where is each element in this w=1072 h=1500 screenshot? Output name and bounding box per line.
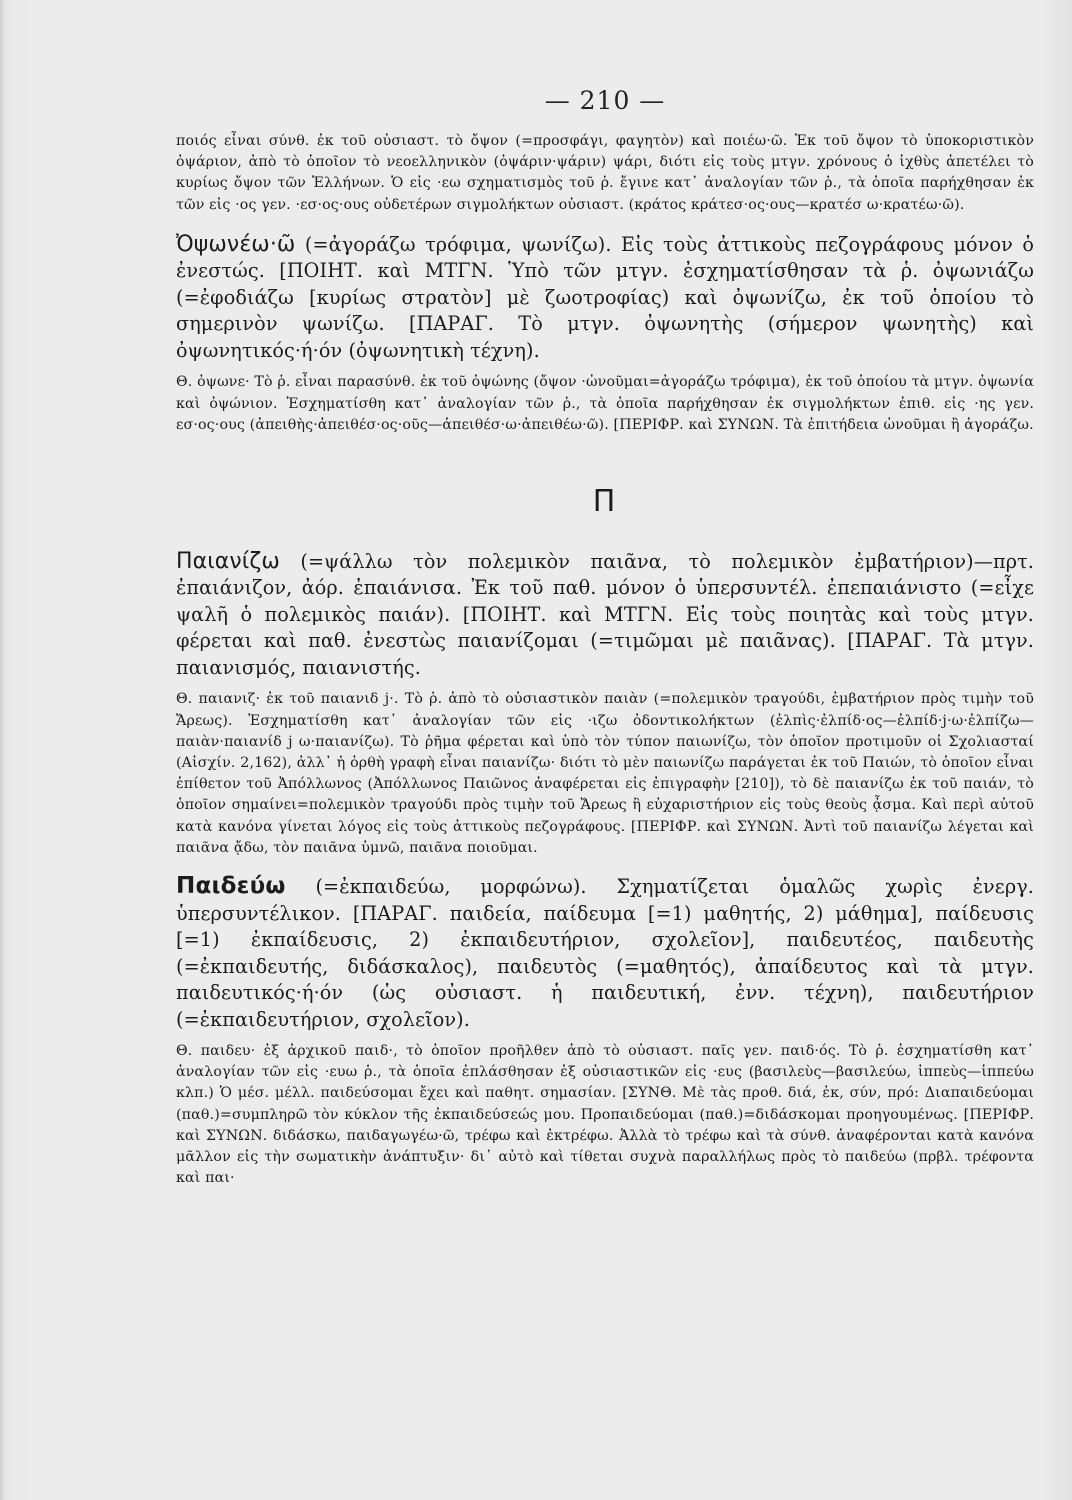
continuation-note: ποιός εἶναι σύνθ. ἐκ τοῦ οὐσιαστ. τὸ ὄψον (=προσφάγι, φαγητὸν) καὶ ποιέω·ῶ. Ἐκ τοῦ ὄψον τὸ ὑποκοριστικὸν ὀψάριον, ἀπὸ τὸ ὁποῖον τὸ νεοελληνικὸν (ὀψάριν·ψάριν) ψάρι, διότι εἰς τοὺς μτγν. χρόνους ὁ ἰχθὺς ἀπετέλει τὸ κυρίως ὄψον τῶν Ἑλλήνων. Ὁ εἰς ·εω σχηματισμὸς τοῦ ῥ. ἔγινε κατ᾽ ἀναλογίαν τῶν ῥ., τὰ ὁποῖα παρήχθησαν ἐκ τῶν εἰς ·ος γεν. ·εσ·ος·ους οὐδετέρων σιγμολήκτων οὐσιαστ. (κράτος κράτεσ·ος·ους—κρατέσ ω·κρατέω·ῶ). [176, 133, 1034, 213]
headword-opsoneo: Ὀψωνέω·ῶ [176, 231, 296, 257]
headword-paideuo: Παιδεύω [176, 873, 286, 900]
page-content [176, 86, 1034, 1189]
entry-paideuo-body: (=ἐκπαιδεύω, μορφώνω). Σχηματίζεται ὁμαλῶς χωρὶς ἐνεργ. ὑπερσυντέλικον. [ΠΑΡΑΓ. παιδεία, παίδευμα [=1) μαθητής, 2) μάθημα], παίδευσις [=1) ἐκπαίδευσις, 2) ἐκπαιδευτήριον, σχολεῖον], παιδευτέος, παιδευτὴς (=ἐκπαιδευτής, διδάσκαλος), παιδευτὸς (=μαθητός), ἀπαίδευτος καὶ τὰ μτγν. παιδευτικός·ή·όν (ὡς οὐσιαστ. ἡ παιδευτική, ἐνν. τέχνη), παιδευτήριον (=ἐκπαιδευτήριον, σχολεῖον). [176, 875, 1034, 1031]
entry-paideuo [176, 873, 1034, 1033]
entry-paianizo [176, 549, 1034, 682]
entry-opsoneo-note: Θ. ὀψωνε· Τὸ ῥ. εἶναι παρασύνθ. ἐκ τοῦ ὀψώνης (ὄψον ·ὠνοῦμαι=ἀγοράζω τρόφιμα), ἐκ τοῦ ὁποίου τὰ μτγν. ὀψωνία καὶ ὀψώνιον. Ἐσχηματίσθη κατ᾽ ἀναλογίαν τῶν ῥ., τὰ ὁποῖα παρήχθησαν ἐκ σιγμολήκτων ἐπιθ. εἰς ·ης γεν. εσ·ος·ους (ἀπειθὴς·ἀπειθέσ·ος·οῦς—ἀπειθέσ·ω·ἀπειθέω·ῶ). [ΠΕΡΙΦΡ. καὶ ΣΥΝΩΝ. Τὰ ἐπιτήδεια ὠνοῦμαι ἢ ἀγοράζω. [176, 374, 1034, 433]
headword-paianizo: Παιανίζω [176, 548, 280, 574]
entry-paianizo-note: Θ. παιανιζ· ἐκ τοῦ παιανιδ j·. Τὸ ῥ. ἀπὸ τὸ οὐσιαστικὸν παιὰν (=πολεμικὸν τραγούδι, ἐμβατήριον πρὸς τιμὴν τοῦ Ἄρεως). Ἐσχηματίσθη κατ᾽ ἀναλογίαν τῶν εἰς ·ιζω ὀδοντικολήκτων (ἐλπὶς·ἐλπίδ·ος—ἐλπίδ·j·ω·ἐλπίζω—παιὰν·παιανίδ j ω·παιανίζω). Τὸ ῥῆμα φέρεται καὶ ὑπὸ τὸν τύπον παιωνίζω, τὸν ὁποῖον προτιμοῦν οἱ Σχολιασταί (Αἰσχίν. 2,162), ἀλλ᾽ ἡ ὀρθὴ γραφὴ εἶναι παιανίζω· διότι τὸ μὲν παιωνίζω παράγεται ἐκ τοῦ Παιών, τὸ ὁποῖον εἶναι ἐπίθετον τοῦ Ἀπόλλωνος (Ἀπόλλωνος Παιῶνος ἀναφέρεται εἰς ἐπιγραφὴν [210]), τὸ δὲ παιανίζω ἐκ τοῦ παιάν, τὸ ὁποῖον σημαίνει=πολεμικὸν τραγούδι πρὸς τιμὴν τοῦ Ἄρεως ἢ εὐχαριστήριον εἰς τοὺς θεοὺς ᾆσμα. Καὶ περὶ αὐτοῦ κατὰ κανόνα γίνεται λόγος εἰς τοὺς ἀττικοὺς πεζογράφους. [ΠΕΡΙΦΡ. καὶ ΣΥΝΩΝ. Ἀντὶ τοῦ παιανίζω λέγεται καὶ παιᾶνα ᾄδω, τὸν παιᾶνα ὑμνῶ, παιᾶνα ποιοῦμαι. [176, 691, 1034, 856]
entry-opsoneo [176, 232, 1034, 365]
page-number: — 210 — [544, 86, 666, 115]
entry-paianizo-body: (=ψάλλω τὸν πολεμικὸν παιᾶνα, τὸ πολεμικὸν ἐμβατήριον)—πρτ. ἐπαιάνιζον, ἀόρ. ἐπαιάνισα. Ἐκ τοῦ παθ. μόνον ὁ ὑπερσυντέλ. ἐπεπαιάνιστο (=εἶχε ψαλῆ ὁ πολεμικὸς παιάν). [ΠΟΙΗΤ. καὶ ΜΤΓΝ. Εἰς τοὺς ποιητὰς καὶ τοὺς μτγν. φέρεται καὶ παθ. ἐνεστὼς παιανίζομαι (=τιμῶμαι μὲ παιᾶνας). [ΠΑΡΑΓ. Τὰ μτγν. παιανισμός, παιανιστής. [176, 549, 1034, 679]
entry-paideuo-note: Θ. παιδευ· ἐξ ἀρχικοῦ παιδ·, τὸ ὁποῖον προῆλθεν ἀπὸ τὸ οὐσιαστ. παῖς γεν. παιδ·ός. Τὸ ῥ. ἐσχηματίσθη κατ᾽ ἀναλογίαν τῶν εἰς ·ευω ῥ., τὰ ὁποῖα ἐπλάσθησαν ἐξ οὐσιαστικῶν εἰς ·ευς (βασιλεὺς—βασιλεύω, ἱππεὺς—ἱππεύω κλπ.) Ὁ μέσ. μέλλ. παιδεύσομαι ἔχει καὶ παθητ. σημασίαν. [ΣΥΝΘ. Μὲ τὰς προθ. διά, ἐκ, σύν, πρό: Διαπαιδεύομαι (παθ.)=συμπληρῶ τὸν κύκλον τῆς ἐκπαιδεύσεώς μου. Προπαιδεύομαι (παθ.)=διδάσκομαι προηγουμένως. [ΠΕΡΙΦΡ. καὶ ΣΥΝΩΝ. διδάσκω, παιδαγωγέω·ῶ, τρέφω καὶ ἐκτρέφω. Ἀλλὰ τὸ τρέφω καὶ τὰ σύνθ. ἀναφέρονται κατὰ κανόνα μᾶλλον εἰς τὴν σωματικὴν ἀνάπτυξιν· δι᾽ αὐτὸ καὶ τίθεται συχνὰ παραλλήλως πρὸς τὸ παιδεύω (πρβλ. τρέφοντα καὶ παι· [176, 1043, 1034, 1187]
section-letter: Π [592, 483, 618, 519]
entry-opsoneo-body: (=ἀγοράζω τρόφιμα, ψωνίζω). Εἰς τοὺς ἀττικοὺς πεζογράφους μόνον ὁ ἐνεστώς. [ΠΟΙΗΤ. καὶ ΜΤΓΝ. Ὑπὸ τῶν μτγν. ἐσχηματίσθησαν τὰ ῥ. ὀψωνιάζω (=ἐφοδιάζω [κυρίως στρατὸν] μὲ ζωοτροφίας) καὶ ὀψωνίζω, ἐκ τοῦ ὁποίου τὸ σημερινὸν ψωνίζω. [ΠΑΡΑΓ. Τὸ μτγν. ὀψωνητὴς (σήμερον ψωνητὴς) καὶ ὀψωνητικός·ή·όν (ὀψωνητικὴ τέχνη). [176, 232, 1034, 362]
